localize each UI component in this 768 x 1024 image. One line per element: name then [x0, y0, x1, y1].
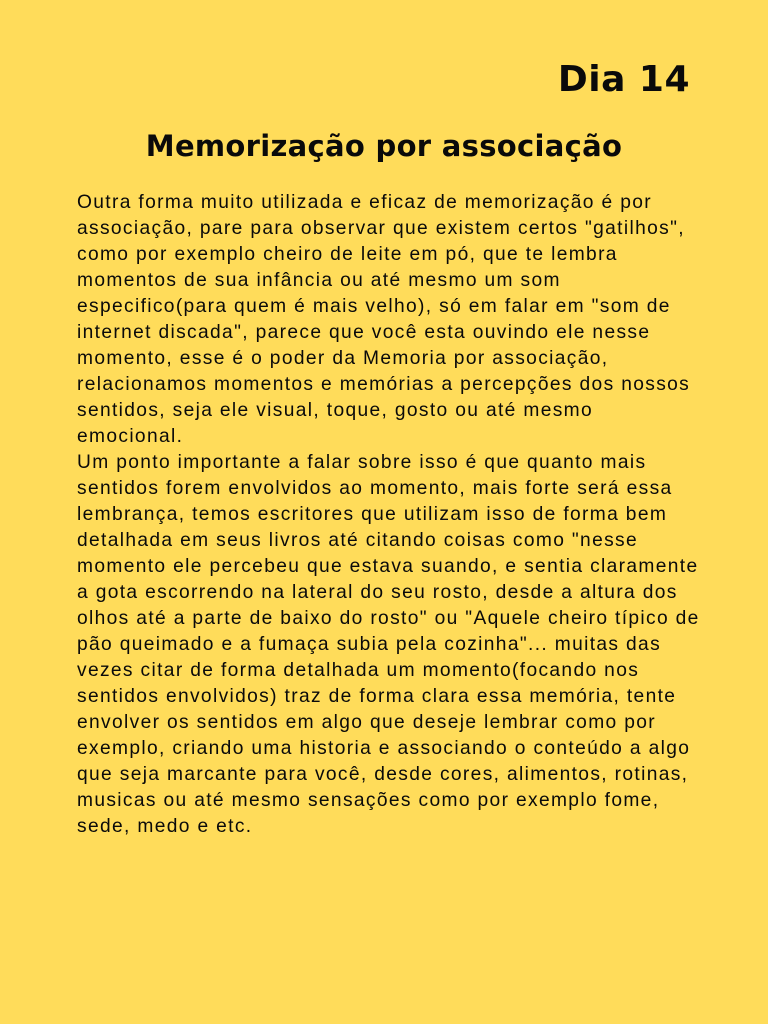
- page-title: Memorização por associação: [145, 129, 623, 163]
- paragraph-2: Um ponto importante a falar sobre isso é que quanto mais sentidos forem envolvidos ao momento, mais forte será essa lembrança, temos escritores que utilizam isso de forma bem detalhada em seus livros até citando coisas como "nesse momento ele percebeu que estava suando, e sentia claramente a gota escorrendo na lateral do seu rosto, desde a altura dos olhos até a parte de baixo do rosto" ou "Aquele cheiro típico de pão queimado e a fumaça subia pela cozinha"... muitas das vezes citar de forma detalhada um momento(focando nos sentidos envolvidos) traz de forma clara essa memória, tente envolver os sentidos em algo que deseje lembrar como por exemplo, criando uma historia e associando o conteúdo a algo que seja marcante para você, desde cores, alimentos, rotinas, musicas ou até mesmo sensações como por exemplo fome, sede, medo e etc.: [77, 452, 700, 837]
- paragraph-1: Outra forma muito utilizada e eficaz de memorização é por associação, pare para observar que existem certos "gatilhos", como por exemplo cheiro de leite em pó, que te lembra momentos de sua infância ou até mesmo um som especifico(para quem é mais velho), só em falar em "som de internet discada", parece que você esta ouvindo ele nesse momento, esse é o poder da Memoria por associação, relacionamos momentos e memórias a percepções dos nossos sentidos, seja ele visual, toque, gosto ou até mesmo emocional.: [77, 192, 691, 447]
- body-text: [77, 190, 702, 840]
- day-label: Dia 14: [557, 59, 690, 100]
